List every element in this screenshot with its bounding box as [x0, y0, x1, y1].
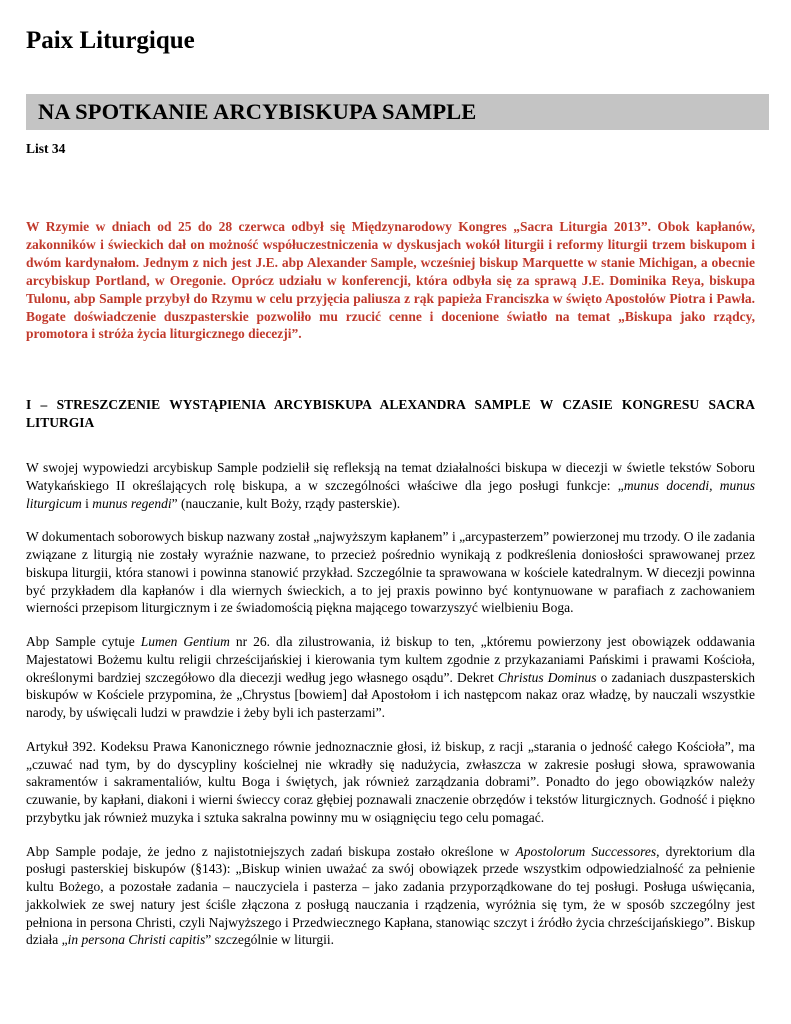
letter-number: List 34 — [26, 141, 66, 156]
paragraph-4: Artykuł 392. Kodeksu Prawa Kanonicznego równie jednoznacznie głosi, iż biskup, z racji „starania o jedność całego Kościoła”, ma „czuwać nad tym, by do dyscypliny kościelnej nie wkradły się nadużycia, zwłaszcza w zakresie posługi słowa, sprawowania sakramentów i sakramentaliów, kultu Boga i świętych, jak również zarządzania dobrami”. Ponadto do jego obowiązków należy czuwanie, by kapłani, diakoni i wierni świeccy coraz głębiej poznawali znaczenie obrzędów i tekstów liturgicznych. Godność i piękno przybytku jak również muzyka i sztuka sakralna powinny mu w osiągnięciu tego celu pomagać. — [26, 738, 755, 825]
paragraph-3 — [26, 633, 755, 722]
intro-paragraph: W Rzymie w dniach od 25 do 28 czerwca odbył się Międzynarodowy Kongres „Sacra Liturgia 2013”. Obok kapłanów, zakonników i świeckich dał on możność współuczestniczenia w dyskusjach wokół liturgii i reformy liturgii trzem biskupom i dwóm kardynałom. Jednym z nich jest J.E. abp Alexander Sample, wcześniej biskup Marquette w stanie Michigan, a obecnie arcybiskup Portland, w Oregonie. Oprócz udziału w konferencji, która odbyła się za sprawą J.E. Dominika Reya, biskupa Tulonu, abp Sample przybył do Rzymu w celu przyjęcia paliusza z rąk papieża Franciszka w święto Apostołów Piotra i Pawła. Bogate doświadczenie duszpasterskie pozwoliło mu rzucić cenne i docenione światło na temat „Biskupa jako rządcy, promotora i stróża życia liturgicznego diecezji”. — [26, 219, 755, 342]
paragraph-1-latin-b: munus regendi — [92, 495, 172, 511]
paragraph-5-text: ” szczególnie w liturgii. — [205, 932, 334, 948]
paragraph-5-title-apostolorum: Apostolorum Successores — [515, 843, 657, 859]
paragraph-5-latin: in persona Christi capitis — [67, 932, 206, 948]
paragraph-3-title-lumen-gentium: Lumen Gentium — [140, 634, 230, 649]
paragraph-1-text: i — [81, 495, 93, 511]
paragraph-1 — [26, 459, 755, 512]
paragraph-5-text: , dyrektorium dla posługi pasterskiej biskupów (§143): „Biskup winien uważać za swój obowiązek przede wszystkim odpowiedzialność za pełnienie kultu Bożego, a pozostałe zadania – nauczyciela i pasterza – jako zadania przyporządkowane do tej posługi. Posługa uświęcania, jakkolwiek ze swej natury jest ściśle złączona z posługą nauczania i rządzenia, wyróżnia się tym, że w sposób szczególny jest pełniona in persona Christi, czyli Najwyższego i Przedwiecznego Kapłana, stanowiąc szczyt i źródło życia chrześcijańskiego”. Biskup działa „ — [26, 843, 755, 948]
paragraph-3-text: Abp Sample cytuje — [26, 634, 141, 649]
title-banner — [26, 94, 769, 130]
article-body — [26, 459, 755, 965]
paragraph-5-text: Abp Sample podaje, że jedno z najistotniejszych zadań biskupa zostało określone w — [26, 843, 516, 859]
paragraph-1-text: ” (nauczanie, kult Boży, rządy pasterskie). — [171, 495, 401, 511]
paragraph-3-text: o zadaniach duszpasterskich biskupów w Kościele przypomina, że „Chrystus [bowiem] dał Apostołom i ich następcom nakaz oraz władzę, by nauczali wszystkie narody, by uświęcali ludzi w prawdzie i żeby byli ich pasterzami”. — [26, 669, 756, 720]
site-title: Paix Liturgique — [26, 27, 195, 54]
article-title: NA SPOTKANIE ARCYBISKUPA SAMPLE — [38, 99, 477, 124]
paragraph-5 — [26, 843, 755, 950]
paragraph-3-title-christus-dominus: Christus Dominus — [497, 669, 597, 685]
paragraph-2: W dokumentach soborowych biskup nazwany został „najwyższym kapłanem” i „arcypasterzem” powierzonej mu trzody. O ile zadania związane z liturgią nie zostały wyraźnie nazwane, to przecież pośrednio wynikają z podkreślenia doniosłości sprawowanej przez biskupa liturgii, która stanowi i powinna stanowić przykład. Szczególnie ta sprawowana w kościele katedralnym. W diecezji powinna być przykładem dla kapłanów i dla wiernych świeckich, a to jej praxis powinno być kontynuowane w parafiach z zachowaniem wierności przepisom liturgicznym i ze świadomością piękna mającego towarzyszyć wielbieniu Boga. — [26, 529, 755, 616]
paragraph-1-text: W swojej wypowiedzi arcybiskup Sample podzielił się refleksją na temat działalności biskupa w diecezji w świetle tekstów Soboru Watykańskiego II określających rolę biskupa, a w szczególności właściwe dla jego posługi funkcje: „ — [26, 460, 755, 493]
section-heading: I – STRESZCZENIE WYSTĄPIENIA ARCYBISKUPA ALEXANDRA SAMPLE W CZASIE KONGRESU SACRA LITURGIA — [26, 397, 755, 430]
paragraph-3-text: nr 26. dla zilustrowania, iż biskup to ten, „któremu powierzony jest obowiązek oddawania Majestatowi Bożemu kultu religii chrześcijańskiej i kierowania tym kultem zgodnie z przykazaniami Pańskimi i prawami Kościoła, określonymi bardziej szczegółowo dla diecezji według jego własnego osądu”. Dekret — [26, 634, 755, 685]
paragraph-1-latin-a: munus docendi, munus liturgicum — [26, 477, 755, 511]
